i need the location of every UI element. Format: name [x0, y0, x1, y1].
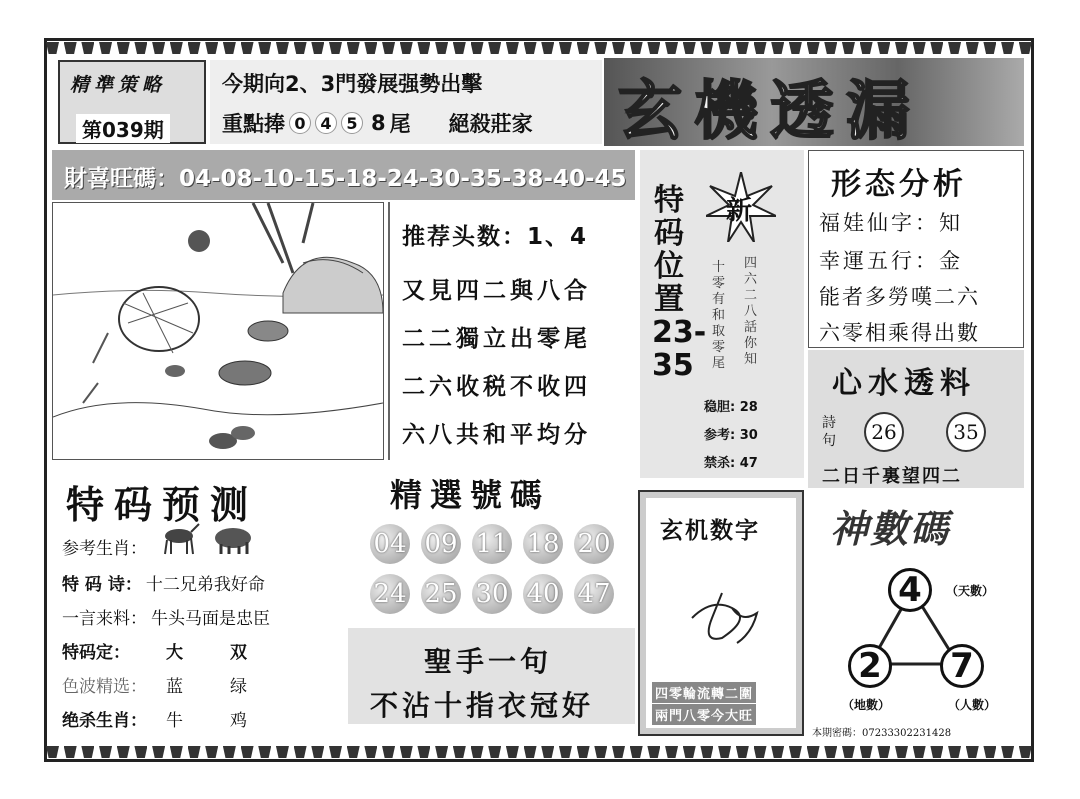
- saint-phrase-text: 不沾十指衣冠好: [370, 689, 595, 722]
- border-ingot-icon: [524, 746, 537, 758]
- human-number: 7: [940, 644, 984, 688]
- bottom-border: [46, 744, 1032, 760]
- border-ingot-icon: [789, 746, 802, 758]
- border-ingot-icon: [718, 746, 731, 758]
- key-digit: 0: [289, 112, 311, 134]
- recommend-line: 又見四二與八合: [402, 278, 591, 304]
- border-ingot-icon: [276, 746, 289, 758]
- border-ingot-icon: [506, 746, 519, 758]
- border-ingot-icon: [913, 42, 926, 54]
- selected-numbers-panel: [348, 464, 635, 624]
- birds-scene-image: [53, 203, 383, 459]
- shape-analysis-row: 能者多勞嘆二六: [819, 285, 980, 309]
- prediction-row: 色波精选： 蓝 绿: [62, 677, 247, 697]
- mystery-digit-panel: [638, 490, 804, 736]
- border-ingot-icon: [1001, 42, 1014, 54]
- border-ingot-icon: [913, 746, 926, 758]
- birds-illustration: [52, 202, 384, 460]
- heaven-number: 4: [888, 568, 932, 612]
- border-ingot-icon: [400, 746, 413, 758]
- border-ingot-icon: [223, 42, 236, 54]
- shape-analysis-row: 幸運五行：金: [819, 249, 963, 273]
- border-ingot-icon: [417, 746, 430, 758]
- border-ingot-icon: [771, 746, 784, 758]
- border-ingot-icon: [559, 746, 572, 758]
- border-ingot-icon: [948, 42, 961, 54]
- password-text: 本期密碼：07233302231428: [812, 728, 952, 739]
- handwritten-digit-icon: [682, 588, 762, 648]
- key-digit: 8: [371, 111, 386, 135]
- shape-analysis-panel: [808, 150, 1024, 348]
- border-ingot-icon: [294, 42, 307, 54]
- issue-number: 第039期: [76, 114, 170, 143]
- border-ingot-icon: [754, 746, 767, 758]
- number-ball: 04: [370, 524, 410, 564]
- shape-analysis-row: 福娃仙字：知: [819, 211, 963, 235]
- prediction-row: 一言来料： 牛头马面是忠臣: [62, 609, 270, 629]
- strategy-panel: [58, 60, 206, 144]
- prediction-row: 特 码 诗： 十二兄弟我好命: [62, 575, 265, 595]
- recommend-line: 六八共和平均分: [402, 422, 591, 448]
- prediction-title: 特码预测: [66, 483, 259, 527]
- border-ingot-icon: [647, 42, 660, 54]
- border-ingot-icon: [983, 746, 996, 758]
- border-ingot-icon: [205, 746, 218, 758]
- border-ingot-icon: [188, 42, 201, 54]
- border-ingot-icon: [807, 746, 820, 758]
- earth-label: （地數）: [842, 698, 891, 712]
- border-ingot-icon: [417, 42, 430, 54]
- number-ball: 30: [472, 574, 512, 614]
- poem-circle: 26: [864, 412, 904, 452]
- key-tail-row: [222, 108, 533, 138]
- saint-phrase-title: 聖手一句: [424, 645, 553, 678]
- recommend-line: 二二獨立出零尾: [402, 326, 591, 352]
- border-ingot-icon: [966, 42, 979, 54]
- border-ingot-icon: [99, 746, 112, 758]
- border-ingot-icon: [700, 746, 713, 758]
- border-ingot-icon: [877, 746, 890, 758]
- saint-phrase-panel: [348, 628, 635, 724]
- border-ingot-icon: [117, 42, 130, 54]
- number-ball: 11: [472, 524, 512, 564]
- special-position-label: 特码位置23-35: [652, 183, 707, 383]
- border-ingot-icon: [541, 42, 554, 54]
- prediction-row: 参考生肖：: [62, 534, 257, 559]
- human-label: （人數）: [948, 698, 997, 712]
- border-ingot-icon: [347, 746, 360, 758]
- number-ball: 47: [574, 574, 614, 614]
- number-ball: 09: [421, 524, 461, 564]
- headline-panel: [210, 60, 602, 144]
- zodiac-animals-icon: [157, 522, 257, 556]
- recommend-line: 二六收税不收四: [402, 374, 591, 400]
- strategy-label: 精準策略: [70, 74, 167, 96]
- rich-numbers-text: 財喜旺碼：04-08-10-15-18-24-30-35-38-40-45: [64, 166, 627, 192]
- shape-analysis-title: 形态分析: [831, 167, 967, 202]
- border-ingot-icon: [1019, 42, 1032, 54]
- heart-water-title: 心水透料: [832, 366, 976, 401]
- top-border: [46, 40, 1032, 56]
- border-ingot-icon: [930, 746, 943, 758]
- border-ingot-icon: [736, 42, 749, 54]
- mystery-footer-2: 兩門八零今大旺: [652, 704, 756, 725]
- border-ingot-icon: [683, 42, 696, 54]
- border-ingot-icon: [541, 746, 554, 758]
- border-ingot-icon: [294, 746, 307, 758]
- border-ingot-icon: [382, 746, 395, 758]
- border-ingot-icon: [258, 746, 271, 758]
- border-ingot-icon: [64, 42, 77, 54]
- mystery-footer-1: 四零輪流轉二圍: [652, 682, 756, 703]
- new-badge-text: 新: [726, 196, 753, 226]
- mystery-digit-title: 玄机数字: [660, 518, 760, 544]
- border-ingot-icon: [665, 42, 678, 54]
- border-ingot-icon: [364, 42, 377, 54]
- border-ingot-icon: [152, 746, 165, 758]
- border-ingot-icon: [152, 42, 165, 54]
- border-ingot-icon: [895, 746, 908, 758]
- main-title: 玄機透漏: [618, 74, 922, 149]
- shape-analysis-row: 六零相乘得出數: [819, 321, 980, 345]
- border-ingot-icon: [930, 42, 943, 54]
- border-ingot-icon: [471, 746, 484, 758]
- prediction-row: 绝杀生肖： 牛 鸡: [62, 711, 247, 731]
- border-ingot-icon: [46, 746, 59, 758]
- number-ball: 40: [523, 574, 563, 614]
- border-ingot-icon: [46, 42, 59, 54]
- border-ingot-icon: [559, 42, 572, 54]
- border-ingot-icon: [948, 746, 961, 758]
- prediction-panel: [52, 464, 344, 731]
- border-ingot-icon: [241, 746, 254, 758]
- rich-numbers-bar: [52, 150, 635, 200]
- selected-numbers-title: 精選號碼: [390, 476, 551, 514]
- border-ingot-icon: [258, 42, 271, 54]
- border-ingot-icon: [400, 42, 413, 54]
- border-ingot-icon: [453, 746, 466, 758]
- prediction-row: 特码定： 大 双: [62, 643, 247, 663]
- border-ingot-icon: [170, 42, 183, 54]
- hint-column-2: 四六二八話你知: [744, 256, 758, 367]
- border-ingot-icon: [81, 746, 94, 758]
- border-ingot-icon: [382, 42, 395, 54]
- number-ball: 20: [574, 524, 614, 564]
- stat-row: 禁杀: 47: [704, 456, 758, 471]
- number-ball: 18: [523, 524, 563, 564]
- border-ingot-icon: [311, 746, 324, 758]
- border-ingot-icon: [577, 42, 590, 54]
- border-ingot-icon: [789, 42, 802, 54]
- border-ingot-icon: [736, 746, 749, 758]
- border-ingot-icon: [488, 42, 501, 54]
- border-ingot-icon: [824, 42, 837, 54]
- border-ingot-icon: [81, 42, 94, 54]
- key-digit: 4: [315, 112, 337, 134]
- border-ingot-icon: [134, 746, 147, 758]
- number-ball: 25: [421, 574, 461, 614]
- border-ingot-icon: [311, 42, 324, 54]
- border-ingot-icon: [877, 42, 890, 54]
- border-ingot-icon: [329, 42, 342, 54]
- border-ingot-icon: [188, 746, 201, 758]
- border-ingot-icon: [577, 746, 590, 758]
- border-ingot-icon: [223, 746, 236, 758]
- border-ingot-icon: [488, 746, 501, 758]
- divine-numbers-panel: [808, 490, 1024, 742]
- border-ingot-icon: [329, 746, 342, 758]
- divine-numbers-title: 神數碼: [830, 507, 951, 551]
- border-ingot-icon: [241, 42, 254, 54]
- border-ingot-icon: [612, 746, 625, 758]
- border-ingot-icon: [630, 746, 643, 758]
- border-ingot-icon: [665, 746, 678, 758]
- number-ball: 24: [370, 574, 410, 614]
- kill-label: 絕殺莊家: [448, 112, 533, 136]
- border-ingot-icon: [771, 42, 784, 54]
- border-ingot-icon: [117, 746, 130, 758]
- border-ingot-icon: [1001, 746, 1014, 758]
- border-ingot-icon: [347, 42, 360, 54]
- heaven-label: （天數）: [946, 584, 995, 598]
- border-ingot-icon: [435, 42, 448, 54]
- border-ingot-icon: [205, 42, 218, 54]
- border-ingot-icon: [612, 42, 625, 54]
- border-ingot-icon: [99, 42, 112, 54]
- title-banner: [604, 58, 1024, 149]
- stat-row: 稳胆: 28: [704, 400, 758, 415]
- border-ingot-icon: [700, 42, 713, 54]
- border-ingot-icon: [754, 42, 767, 54]
- border-ingot-icon: [471, 42, 484, 54]
- border-ingot-icon: [1019, 746, 1032, 758]
- border-ingot-icon: [718, 42, 731, 54]
- border-ingot-icon: [276, 42, 289, 54]
- key-suffix: 尾: [389, 112, 411, 136]
- headline-text: 今期向2、3門發展强勢出擊: [222, 72, 483, 96]
- border-ingot-icon: [594, 42, 607, 54]
- border-ingot-icon: [134, 42, 147, 54]
- border-ingot-icon: [895, 42, 908, 54]
- poem-circle: 35: [946, 412, 986, 452]
- border-ingot-icon: [842, 746, 855, 758]
- border-ingot-icon: [594, 746, 607, 758]
- key-label: 重點捧: [222, 112, 285, 136]
- hint-column-1: 十零有和取零尾: [712, 260, 726, 371]
- border-ingot-icon: [630, 42, 643, 54]
- border-ingot-icon: [683, 746, 696, 758]
- border-ingot-icon: [807, 42, 820, 54]
- border-ingot-icon: [506, 42, 519, 54]
- recommend-panel: [388, 202, 635, 460]
- border-ingot-icon: [453, 42, 466, 54]
- border-ingot-icon: [860, 42, 873, 54]
- border-ingot-icon: [364, 746, 377, 758]
- border-ingot-icon: [64, 746, 77, 758]
- border-ingot-icon: [647, 746, 660, 758]
- recommend-heads: 推荐头数：1、4: [402, 224, 589, 250]
- poem-label: 詩句: [822, 415, 836, 449]
- heart-water-panel: [808, 350, 1024, 488]
- key-digit: 5: [341, 112, 363, 134]
- border-ingot-icon: [170, 746, 183, 758]
- border-ingot-icon: [435, 746, 448, 758]
- poem-answer: 二日千裏望四二: [822, 466, 962, 487]
- border-ingot-icon: [824, 746, 837, 758]
- stat-row: 参考: 30: [704, 428, 758, 443]
- earth-number: 2: [848, 644, 892, 688]
- border-ingot-icon: [842, 42, 855, 54]
- border-ingot-icon: [860, 746, 873, 758]
- border-ingot-icon: [966, 746, 979, 758]
- border-ingot-icon: [983, 42, 996, 54]
- special-position-panel: [640, 150, 804, 478]
- border-ingot-icon: [524, 42, 537, 54]
